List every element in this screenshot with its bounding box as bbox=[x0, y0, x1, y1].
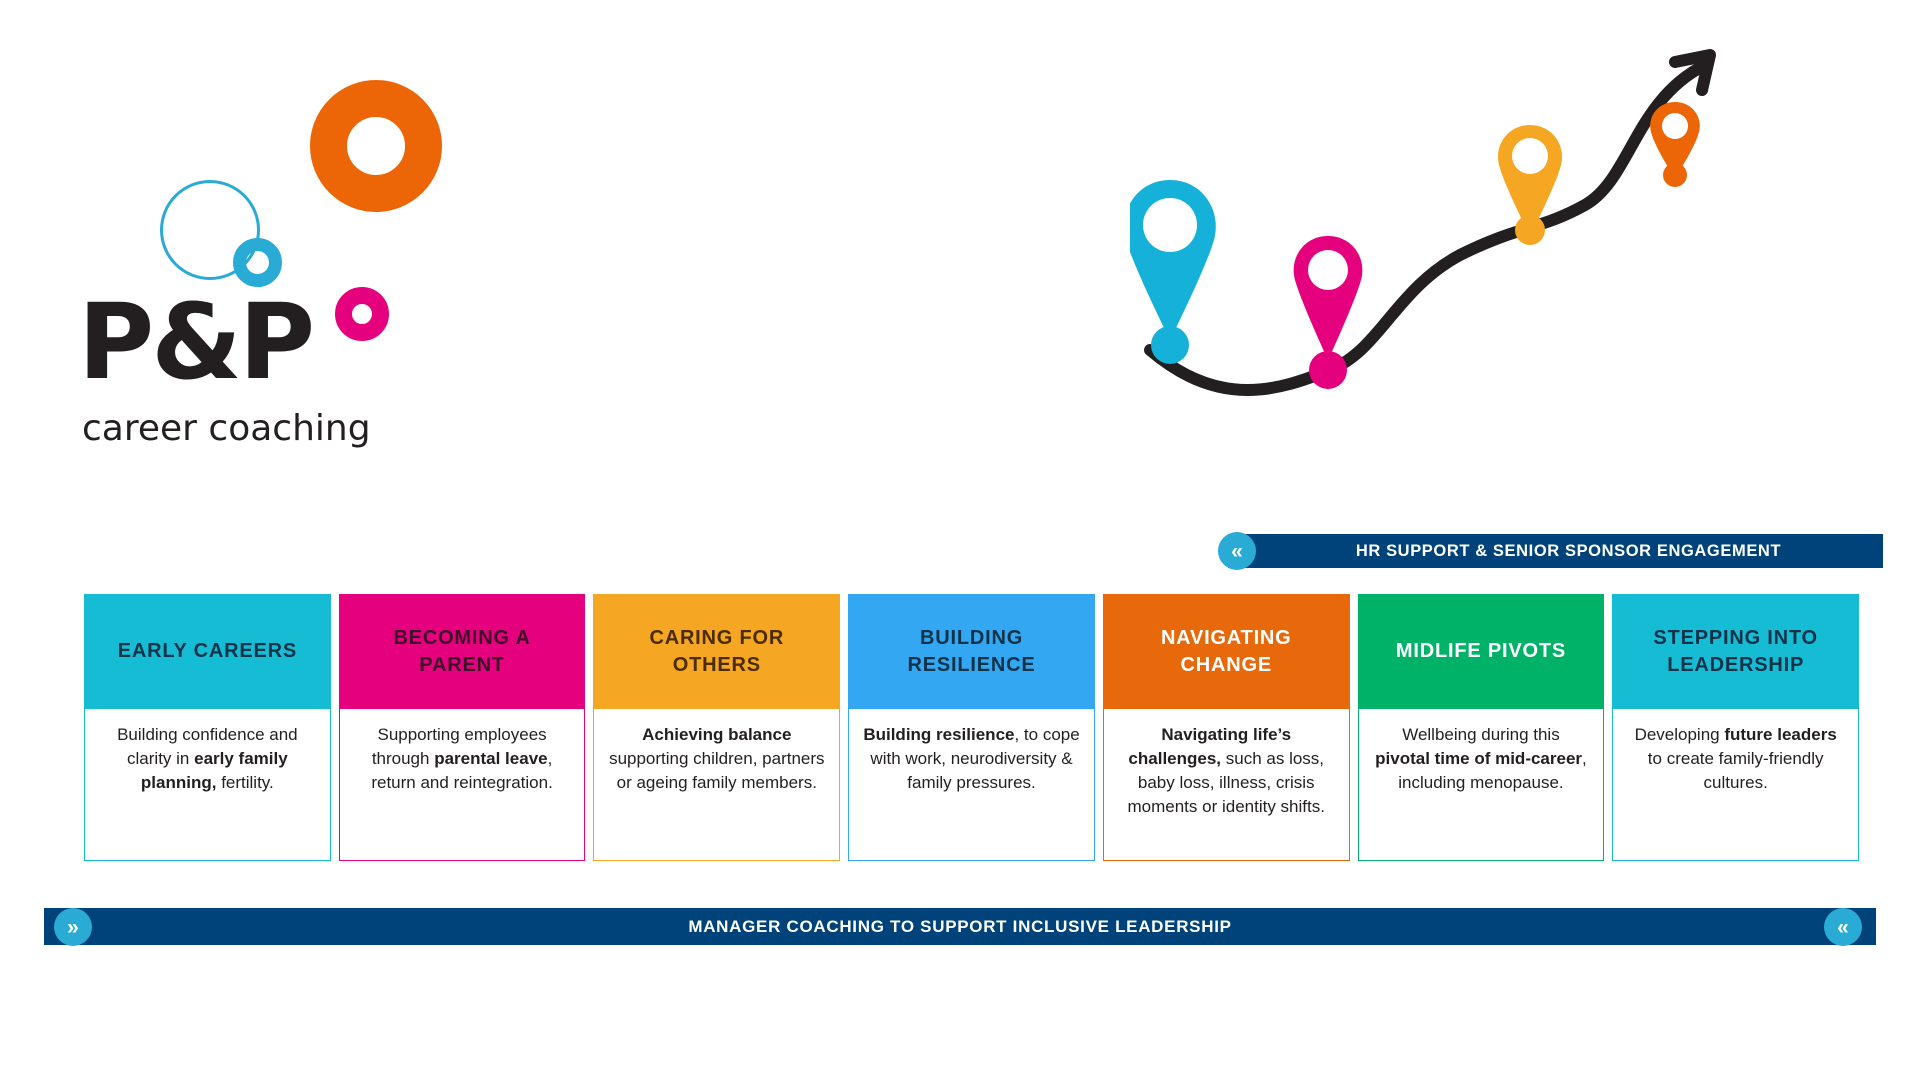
chevron-left-icon: « bbox=[1218, 532, 1256, 570]
card-title: STEPPING INTO LEADERSHIP bbox=[1653, 626, 1818, 676]
card-becoming-a-parent[interactable] bbox=[339, 594, 586, 861]
card-body bbox=[339, 709, 586, 861]
journey-path-svg bbox=[1130, 40, 1890, 410]
chevron-right-icon: » bbox=[54, 908, 92, 946]
card-body bbox=[593, 709, 840, 861]
card-description: Building resilience, to cope with work, neurodiversity & family pressures. bbox=[863, 725, 1080, 793]
card-header bbox=[339, 594, 586, 709]
card-body bbox=[1358, 709, 1605, 861]
manager-coaching-banner bbox=[44, 908, 1876, 945]
card-building-resilience[interactable] bbox=[848, 594, 1095, 861]
card-description: Achieving balance supporting children, partners or ageing family members. bbox=[609, 725, 825, 793]
card-title: NAVIGATING CHANGE bbox=[1160, 626, 1292, 676]
card-header bbox=[593, 594, 840, 709]
hr-support-banner bbox=[1228, 534, 1883, 568]
logo-wordmark: P&P bbox=[78, 281, 313, 403]
card-title: EARLY CAREERS bbox=[117, 640, 298, 662]
brand-logo bbox=[60, 50, 480, 450]
card-header bbox=[1103, 594, 1350, 709]
card-stepping-into-leadership[interactable] bbox=[1612, 594, 1859, 861]
card-title: BECOMING A PARENT bbox=[393, 626, 531, 676]
card-header bbox=[84, 594, 331, 709]
card-navigating-change[interactable] bbox=[1103, 594, 1350, 861]
card-midlife-pivots[interactable] bbox=[1358, 594, 1605, 861]
lifestage-card-row bbox=[84, 594, 1859, 861]
map-pin-icon-pink bbox=[1294, 236, 1363, 360]
card-header bbox=[1612, 594, 1859, 709]
manager-coaching-banner-label: MANAGER COACHING TO SUPPORT INCLUSIVE LEADERSHIP bbox=[688, 916, 1232, 936]
card-title: MIDLIFE PIVOTS bbox=[1395, 640, 1566, 662]
hr-support-banner-label: HR SUPPORT & SENIOR SPONSOR ENGAGEMENT bbox=[1355, 541, 1782, 560]
pink-ring-decoration bbox=[335, 287, 389, 341]
card-description: Developing future leaders to create family-friendly cultures. bbox=[1634, 725, 1837, 793]
card-title: CARING FOR OTHERS bbox=[649, 626, 785, 676]
card-description: Building confidence and clarity in early family planning, fertility. bbox=[117, 725, 298, 793]
card-description: Supporting employees through parental leave, return and reintegration. bbox=[371, 725, 553, 793]
blue-ring-decoration bbox=[233, 238, 282, 287]
card-description: Wellbeing during this pivotal time of mid-career, including menopause. bbox=[1375, 725, 1587, 793]
journey-path bbox=[1150, 65, 1705, 390]
card-body bbox=[848, 709, 1095, 861]
logo-tagline: career coaching bbox=[82, 408, 371, 449]
card-caring-for-others[interactable] bbox=[593, 594, 840, 861]
card-title: BUILDING RESILIENCE bbox=[907, 626, 1036, 676]
map-pin-icon-cyan bbox=[1130, 180, 1216, 340]
card-header bbox=[848, 594, 1095, 709]
card-description: Navigating life’s challenges, such as loss, baby loss, illness, crisis moments or identity shifts. bbox=[1127, 725, 1325, 817]
chevron-left-icon: « bbox=[1824, 908, 1862, 946]
card-header bbox=[1358, 594, 1605, 709]
card-body bbox=[84, 709, 331, 861]
card-body bbox=[1103, 709, 1350, 861]
orange-ring-decoration bbox=[310, 80, 442, 212]
card-body bbox=[1612, 709, 1859, 861]
career-journey-graphic bbox=[1130, 40, 1890, 410]
card-early-careers[interactable] bbox=[84, 594, 331, 861]
map-pin-icon-orange bbox=[1650, 102, 1700, 178]
